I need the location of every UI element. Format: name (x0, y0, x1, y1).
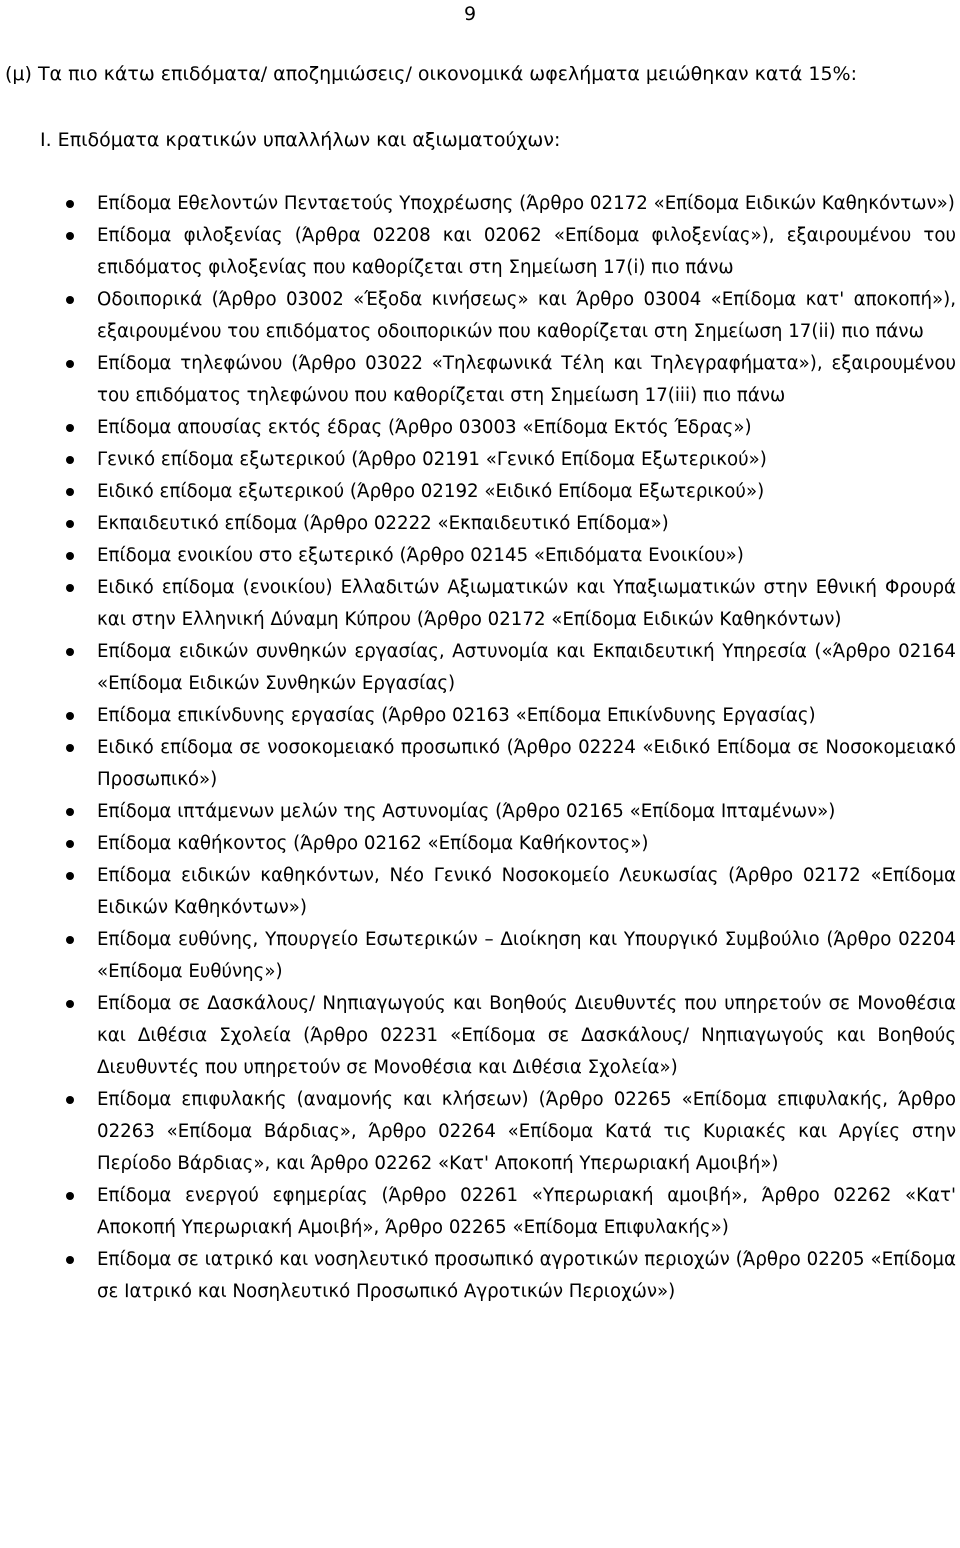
intro-paragraph: (μ) Τα πιο κάτω επιδόματα/ αποζημιώσεις/ οικονομικά ωφελήματα μειώθηκαν κατά 15%: (5, 63, 858, 85)
bullet-icon (66, 200, 74, 208)
list-item-text: Επίδομα απουσίας εκτός έδρας (Άρθρο 03003 «Επίδομα Εκτός Έδρας») (97, 417, 752, 438)
bullet-icon (66, 552, 74, 560)
bullet-icon (66, 840, 74, 848)
allowances-list (0, 188, 960, 1308)
list-item (0, 1180, 960, 1244)
list-item-text: Επίδομα φιλοξενίας (Άρθρα 02208 και 02062 «Επίδομα φιλοξενίας»), εξαιρουμένου του επιδόματος φιλοξενίας που καθορίζεται στη Σημείωση 17(i) πιο πάνω (97, 225, 956, 278)
list-item-text: Οδοιπορικά (Άρθρο 03002 «Έξοδα κινήσεως» και Άρθρο 03004 «Επίδομα κατ' αποκοπή»), εξαιρουμένου του επιδόματος οδοιπορικών που καθορίζεται στη Σημείωση 17(ii) πιο πάνω (97, 289, 956, 342)
list-item (0, 476, 960, 508)
bullet-icon (66, 1096, 74, 1104)
list-item (0, 508, 960, 540)
list-item (0, 828, 960, 860)
list-item (0, 412, 960, 444)
list-item-text: Επίδομα ενεργού εφημερίας (Άρθρο 02261 «Υπερωριακή αμοιβή», Άρθρο 02262 «Κατ' Αποκοπή Υπερωριακή Αμοιβή», Άρθρο 02265 «Επίδομα Επιφυλακής») (97, 1185, 956, 1238)
list-item-text: Επίδομα ευθύνης, Υπουργείο Εσωτερικών – Διοίκηση και Υπουργικό Συμβούλιο (Άρθρο 02204 «Επίδομα Ευθύνης») (97, 929, 956, 982)
list-item (0, 700, 960, 732)
list-item-text: Ειδικό επίδομα (ενοικίου) Ελλαδιτών Αξιωματικών και Υπαξιωματικών στην Εθνική Φρουρά και στην Ελληνική Δύναμη Κύπρου (Άρθρο 02172 «Επίδομα Ειδικών Καθηκόντων) (97, 577, 956, 630)
bullet-icon (66, 1000, 74, 1008)
list-item-text: Ειδικό επίδομα εξωτερικού (Άρθρο 02192 «Ειδικό Επίδομα Εξωτερικού») (97, 481, 765, 502)
bullet-icon (66, 296, 74, 304)
bullet-icon (66, 488, 74, 496)
list-item-text: Επίδομα ιπτάμενων μελών της Αστυνομίας (Άρθρο 02165 «Επίδομα Ιπταμένων») (97, 801, 836, 822)
bullet-icon (66, 424, 74, 432)
list-item-text: Επίδομα τηλεφώνου (Άρθρο 03022 «Τηλεφωνικά Τέλη και Τηλεγραφήματα»), εξαιρουμένου του επιδόματος τηλεφώνου που καθορίζεται στη Σημείωση 17(iii) πιο πάνω (97, 353, 956, 406)
list-item-text: Γενικό επίδομα εξωτερικού (Άρθρο 02191 «Γενικό Επίδομα Εξωτερικού») (97, 449, 767, 470)
bullet-icon (66, 648, 74, 656)
list-item (0, 860, 960, 924)
bullet-icon (66, 520, 74, 528)
list-item (0, 924, 960, 988)
list-item (0, 796, 960, 828)
bullet-icon (66, 872, 74, 880)
list-item (0, 220, 960, 284)
list-item (0, 444, 960, 476)
bullet-icon (66, 936, 74, 944)
list-item-text: Επίδομα Εθελοντών Πενταετούς Υποχρέωσης (Άρθρο 02172 «Επίδομα Ειδικών Καθηκόντων») (97, 193, 955, 214)
section-heading: I. Επιδόματα κρατικών υπαλλήλων και αξιωματούχων: (40, 129, 561, 151)
list-item-text: Επίδομα σε ιατρικό και νοσηλευτικό προσωπικό αγροτικών περιοχών (Άρθρο 02205 «Επίδομα σε Ιατρικό και Νοσηλευτικό Προσωπικό Αγροτικών Περιοχών») (97, 1249, 956, 1302)
bullet-icon (66, 1192, 74, 1200)
list-item (0, 732, 960, 796)
bullet-icon (66, 232, 74, 240)
bullet-icon (66, 744, 74, 752)
list-item-text: Επίδομα σε Δασκάλους/ Νηπιαγωγούς και Βοηθούς Διευθυντές που υπηρετούν σε Μονοθέσια και Διθέσια Σχολεία (Άρθρο 02231 «Επίδομα σε Δασκάλους/ Νηπιαγωγούς και Βοηθούς Διευθυντές που υπηρετούν σε Μονοθέσια και Διθέσια Σχολεία») (97, 993, 956, 1078)
list-item (0, 572, 960, 636)
list-item (0, 1244, 960, 1308)
list-item (0, 988, 960, 1084)
list-item (0, 636, 960, 700)
bullet-icon (66, 584, 74, 592)
bullet-icon (66, 1256, 74, 1264)
bullet-icon (66, 360, 74, 368)
list-item (0, 348, 960, 412)
list-item (0, 188, 960, 220)
page-number: 9 (464, 3, 477, 25)
list-item-text: Επίδομα ειδικών συνθηκών εργασίας, Αστυνομία και Εκπαιδευτική Υπηρεσία («Άρθρο 02164 «Επίδομα Ειδικών Συνθηκών Εργασίας) (97, 641, 956, 694)
list-item-text: Επίδομα ενοικίου στο εξωτερικό (Άρθρο 02145 «Επιδόματα Ενοικίου») (97, 545, 744, 566)
list-item-text: Εκπαιδευτικό επίδομα (Άρθρο 02222 «Εκπαιδευτικό Επίδομα») (97, 513, 669, 534)
list-item-text: Επίδομα επιφυλακής (αναμονής και κλήσεων) (Άρθρο 02265 «Επίδομα επιφυλακής, Άρθρο 02263 «Επίδομα Βάρδιας», Άρθρο 02264 «Επίδομα Κατά τις Κυριακές και Αργίες στην Περίοδο Βάρδιας», και Άρθρο 02262 «Κατ' Αποκοπή Υπερωριακή Αμοιβή») (97, 1089, 956, 1174)
list-item (0, 1084, 960, 1180)
bullet-icon (66, 456, 74, 464)
list-item-text: Επίδομα ειδικών καθηκόντων, Νέο Γενικό Νοσοκομείο Λευκωσίας (Άρθρο 02172 «Επίδομα Ειδικών Καθηκόντων») (97, 865, 956, 918)
list-item (0, 284, 960, 348)
list-item-text: Επίδομα καθήκοντος (Άρθρο 02162 «Επίδομα Καθήκοντος») (97, 833, 649, 854)
list-item-text: Ειδικό επίδομα σε νοσοκομειακό προσωπικό (Άρθρο 02224 «Ειδικό Επίδομα σε Νοσοκομειακό Προσωπικό») (97, 737, 956, 790)
list-item (0, 540, 960, 572)
bullet-icon (66, 808, 74, 816)
list-item-text: Επίδομα επικίνδυνης εργασίας (Άρθρο 02163 «Επίδομα Επικίνδυνης Εργασίας) (97, 705, 816, 726)
bullet-icon (66, 712, 74, 720)
